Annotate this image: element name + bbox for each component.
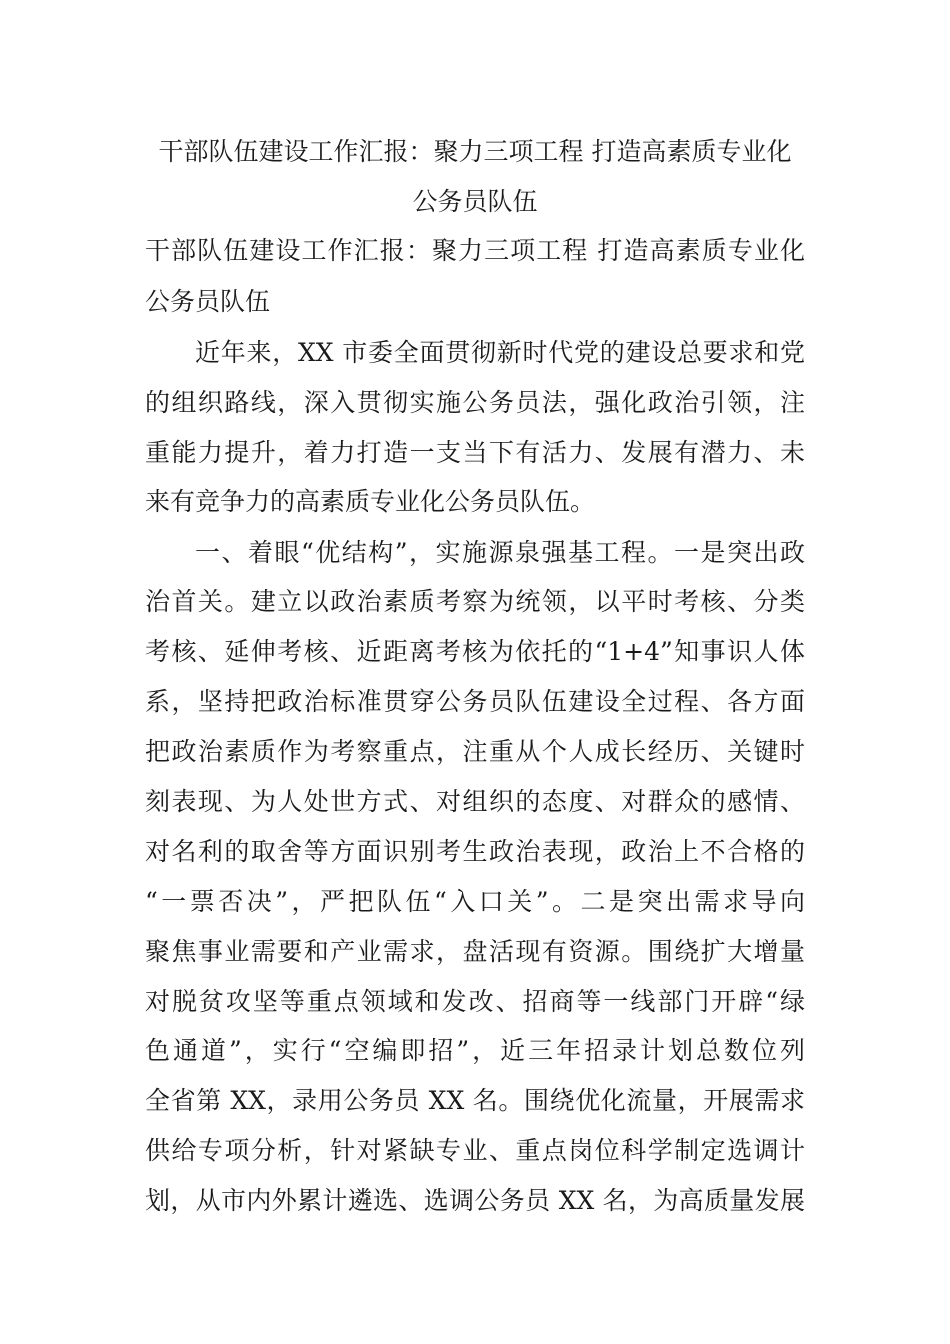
section1-line-12: 全省第 XX，录用公务员 XX 名。围绕优化流量，开展需求: [145, 1086, 805, 1115]
section1-line-7: 对名利的取舍等方面识别考生政治表现，政治上不合格的: [145, 837, 805, 866]
section1-line-3: 考核、延伸考核、近距离考核为依托的“1+4”知事识人体: [145, 637, 805, 666]
title-line-2: 公务员队伍: [412, 187, 538, 216]
section1-line-13: 供给专项分析，针对紧缺专业、重点岗位科学制定选调计: [145, 1136, 805, 1165]
section1-line-2: 治首关。建立以政治素质考察为统领，以平时考核、分类: [145, 587, 805, 616]
title-line-1: 干部队伍建设工作汇报：聚力三项工程 打造高素质专业化: [158, 137, 792, 166]
section1-line-5: 把政治素质作为考察重点，注重从个人成长经历、关键时: [145, 737, 805, 766]
section1-line-1: 一、着眼“优结构”，实施源泉强基工程。一是突出政: [195, 538, 805, 567]
section1-line-14: 划，从市内外累计遴选、选调公务员 XX 名，为高质量发展: [145, 1186, 805, 1215]
intro-line-4: 来有竞争力的高素质专业化公务员队伍。: [145, 487, 596, 516]
section1-line-8: “一票否决”，严把队伍“入口关”。二是突出需求导向: [145, 887, 805, 916]
section1-line-9: 聚焦事业需要和产业需求，盘活现有资源。围绕扩大增量: [145, 937, 805, 966]
intro-line-2: 的组织路线，深入贯彻实施公务员法，强化政治引领，注: [145, 388, 805, 417]
intro-line-1: 近年来，XX 市委全面贯彻新时代党的建设总要求和党: [195, 338, 805, 367]
section1-line-11: 色通道”，实行“空编即招”，近三年招录计划总数位列: [145, 1036, 805, 1065]
section1-line-4: 系，坚持把政治标准贯穿公务员队伍建设全过程、各方面: [145, 687, 805, 716]
repeat-title-line-1: 干部队伍建设工作汇报：聚力三项工程 打造高素质专业化: [145, 236, 805, 265]
intro-line-3: 重能力提升，着力打造一支当下有活力、发展有潜力、未: [145, 438, 805, 467]
section1-line-6: 刻表现、为人处世方式、对组织的态度、对群众的感情、: [145, 787, 805, 816]
repeat-title-line-2: 公务员队伍: [145, 287, 271, 316]
section1-line-10: 对脱贫攻坚等重点领域和发改、招商等一线部门开辟“绿: [145, 987, 805, 1016]
